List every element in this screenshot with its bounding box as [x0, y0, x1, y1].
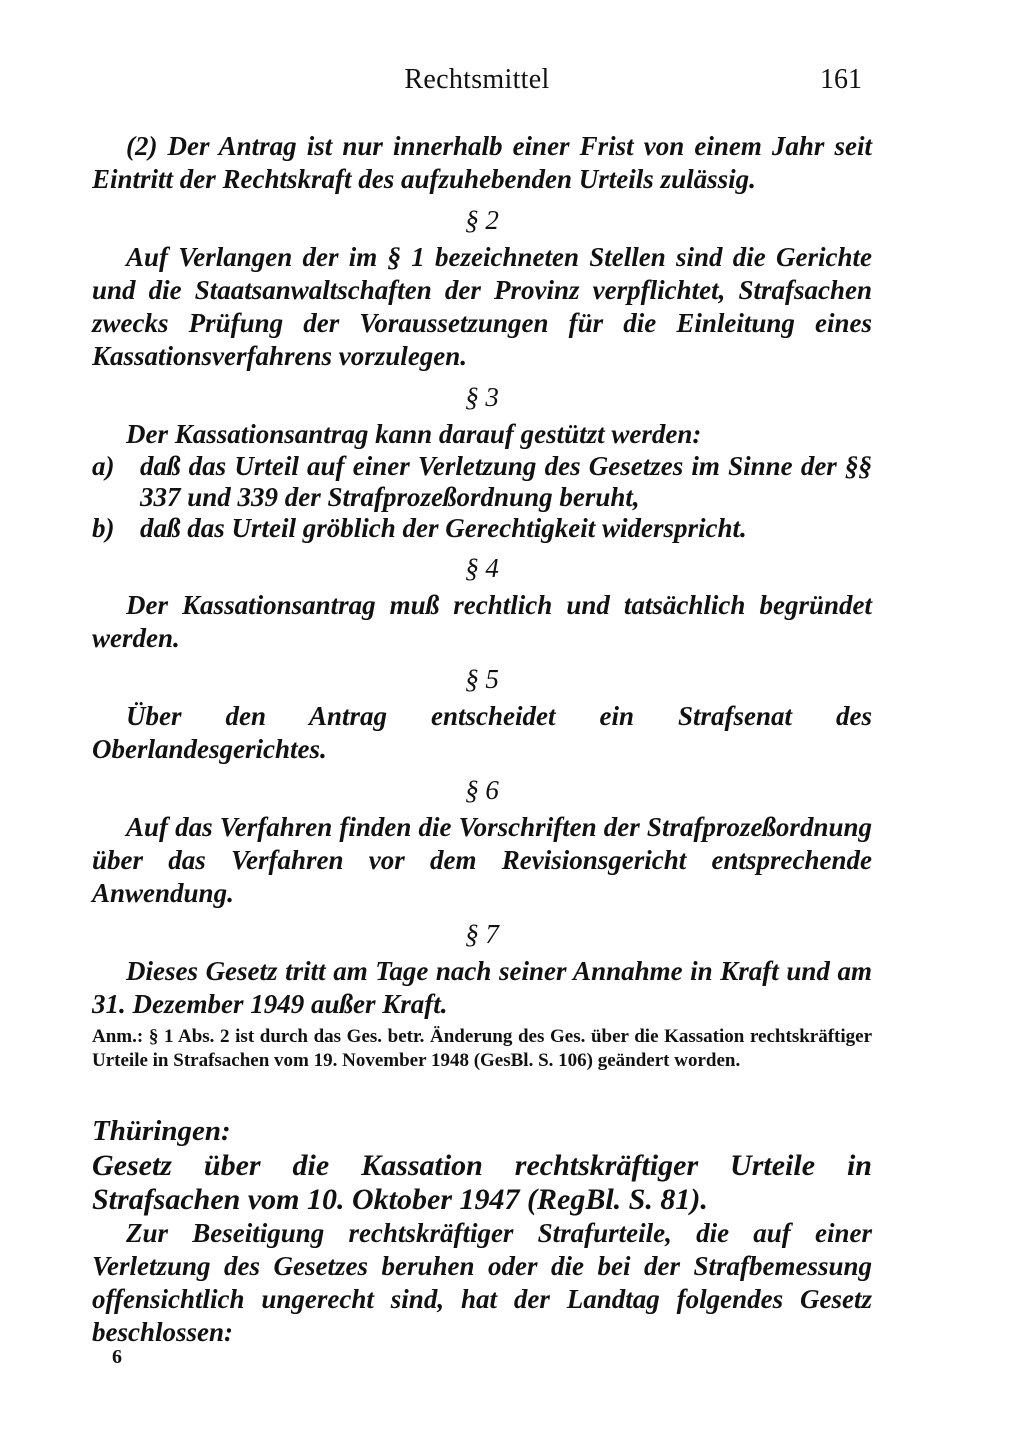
running-title: Rechtsmittel	[404, 64, 550, 95]
preamble-text: Zur Beseitigung rechtskräftiger Strafurteile, die auf einer Verletzung des Gesetzes beruhen oder die bei der Strafbemessung offensichtlich ungerecht sind, hat der Landtag folgendes Gesetz beschlossen:	[92, 1218, 872, 1347]
section-3-heading: § 3	[465, 382, 499, 412]
state-heading: Thüringen:	[92, 1115, 231, 1147]
running-head	[92, 64, 862, 104]
paragraph-2: (2) Der Antrag ist nur innerhalb einer Frist von einem Jahr seit Eintritt der Rechtskraft des aufzuhebenden Urteils zulässig.	[92, 131, 872, 194]
list-item-text: daß das Urteil auf einer Verletzung des Gesetzes im Sinne der §§ 337 und 339 der Strafprozeßordnung beruht,	[140, 451, 872, 512]
list-item	[92, 451, 872, 513]
list-item	[92, 513, 872, 544]
page-number: 161	[820, 64, 862, 95]
section-6-text: Auf das Verfahren finden die Vorschriften der Strafprozeßordnung über das Verfahren vor dem Revisionsgericht entsprechende Anwendung.	[92, 812, 872, 908]
section-3-intro: Der Kassationsantrag kann darauf gestützt werden:	[126, 419, 702, 449]
section-6-heading: § 6	[465, 775, 499, 805]
section-5-text: Über den Antrag entscheidet ein Strafsenat des Oberlandesgerichtes.	[92, 701, 872, 764]
section-4-heading: § 4	[465, 553, 499, 583]
annotation-text: § 1 Abs. 2 ist durch das Ges. betr. Änderung des Ges. über die Kassation rechtskräftiger Urteile in Strafsachen vom 19. November 1948 (GesBl. S. 106) geändert worden.	[92, 1026, 873, 1071]
section-7-heading: § 7	[465, 919, 499, 949]
list-item-label: a)	[92, 451, 115, 481]
section-2-text: Auf Verlangen der im § 1 bezeichneten Stellen sind die Gerichte und die Staatsanwaltschaften der Provinz verpflichtet, Strafsachen zwecks Prüfung der Voraussetzungen für die Einleitung eines Kassationsverfahrens vorzulegen.	[92, 242, 872, 371]
annotation-label: Anm.:	[92, 1026, 144, 1047]
page-body	[92, 130, 872, 1349]
section-7-text: Dieses Gesetz tritt am Tage nach seiner Annahme in Kraft und am 31. Dezember 1949 außer Kraft.	[92, 956, 872, 1019]
law-title: Gesetz über die Kassation rechtskräftiger Urteile in Strafsachen vom 10. Oktober 1947 (RegBl. S. 81).	[92, 1149, 872, 1216]
list-item-label: b)	[92, 513, 115, 543]
annotation-note	[92, 1025, 872, 1073]
printer-signature: 6	[112, 1346, 122, 1368]
section-4-text: Der Kassationsantrag muß rechtlich und tatsächlich begründet werden.	[92, 590, 872, 653]
list-item-text: daß das Urteil gröblich der Gerechtigkeit widerspricht.	[140, 513, 747, 543]
section-5-heading: § 5	[465, 664, 499, 694]
section-2-heading: § 2	[465, 205, 499, 235]
